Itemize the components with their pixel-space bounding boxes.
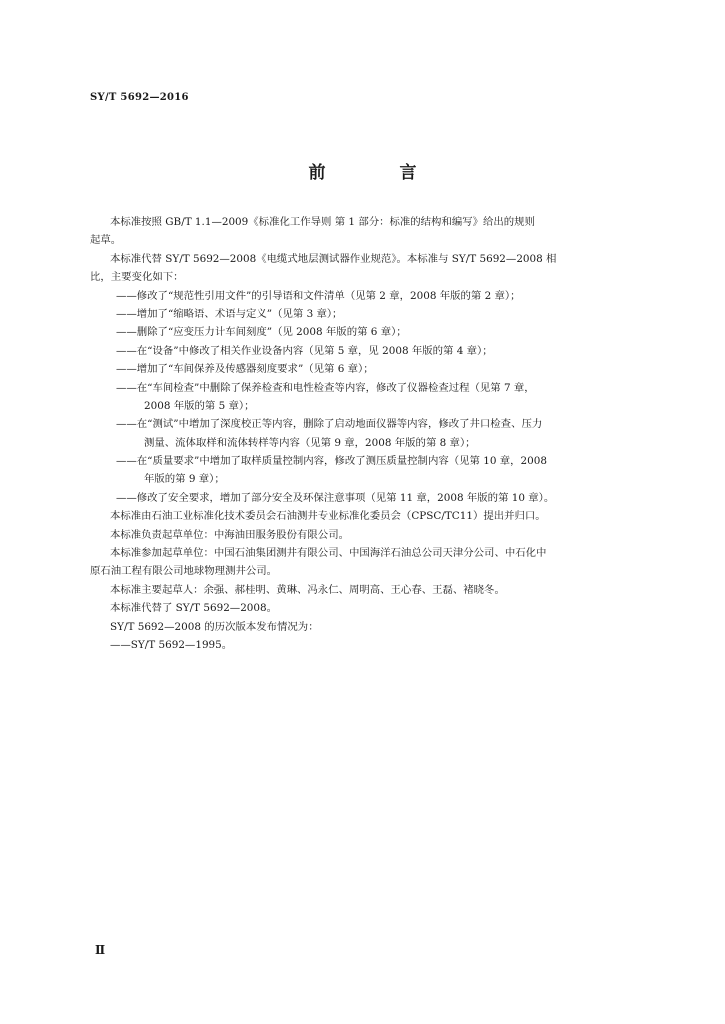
preface-body — [90, 213, 655, 654]
text-line: 本标准主要起草人：余强、郝桂明、黄琳、冯永仁、周明高、王心春、王磊、褚晓冬。 — [110, 583, 505, 596]
change-item: ——在“测试”中增加了深度校正等内容，删除了启动地面仪器等内容，修改了井口检查、压力 — [116, 418, 543, 431]
text-line: 本标准按照 GB/T 1.1—2009《标准化工作导则 第 1 部分：标准的结构和编写》给出的规则 — [110, 216, 535, 228]
change-item-continued: 测量、流体取样和流体转样等内容（见第 9 章，2008 年版的第 8 章）； — [144, 436, 476, 449]
change-item: ——删除了“应变压力计车间刻度”（见 2008 年版的第 6 章）； — [116, 326, 407, 339]
change-item: ——修改了“规范性引用文件”的引导语和文件清单（见第 2 章，2008 年版的第 2 章）； — [116, 289, 521, 302]
change-item: ——在“质量要求”中增加了取样质量控制内容，修改了测压质量控制内容（见第 10 章，2008 — [116, 455, 547, 468]
change-item-continued: 年版的第 9 章）； — [144, 473, 225, 486]
change-item: ——增加了“缩略语、术语与定义”（见第 3 章）； — [116, 307, 343, 320]
text-line: 本标准代替了 SY/T 5692—2008。 — [110, 602, 278, 615]
text-line: 原石油工程有限公司地球物理测井公司。 — [90, 565, 278, 578]
change-item: ——修改了安全要求，增加了部分安全及环保注意事项（见第 11 章，2008 年版的第 10 章）。 — [116, 491, 555, 504]
text-line: 本标准负责起草单位：中海油田服务股份有限公司。 — [110, 528, 349, 541]
text-line: 比，主要变化如下： — [90, 271, 184, 284]
text-line: SY/T 5692—2008 的历次版本发布情况为： — [110, 620, 319, 633]
change-item: ——在“车间检查”中删除了保养检查和电性检查等内容，修改了仪器检查过程（见第 7 章， — [116, 381, 535, 394]
standard-code-header: SY/T 5692—2016 — [90, 92, 189, 103]
change-item-continued: 2008 年版的第 5 章）； — [144, 399, 255, 412]
change-item: ——增加了“车间保养及传感器刻度要求”（见第 6 章）； — [116, 363, 374, 376]
page-title: 前 言 — [308, 163, 451, 183]
change-item: ——在“设备”中修改了相关作业设备内容（见第 5 章，见 2008 年版的第 4 章）； — [116, 344, 493, 357]
text-line: ——SY/T 5692—1995。 — [110, 638, 233, 651]
text-line: 本标准由石油工业标准化技术委员会石油测井专业标准化委员会（CPSC/TC11）提出并归口。 — [110, 510, 546, 523]
page-number: Ⅱ — [95, 943, 106, 957]
text-line: 本标准参加起草单位：中国石油集团测井有限公司、中国海洋石油总公司天津分公司、中石化中 — [110, 547, 547, 560]
text-line: 起草。 — [90, 234, 122, 247]
text-line: 本标准代替 SY/T 5692—2008《电缆式地层测试器作业规范》。本标准与 SY/T 5692—2008 相 — [110, 252, 557, 265]
